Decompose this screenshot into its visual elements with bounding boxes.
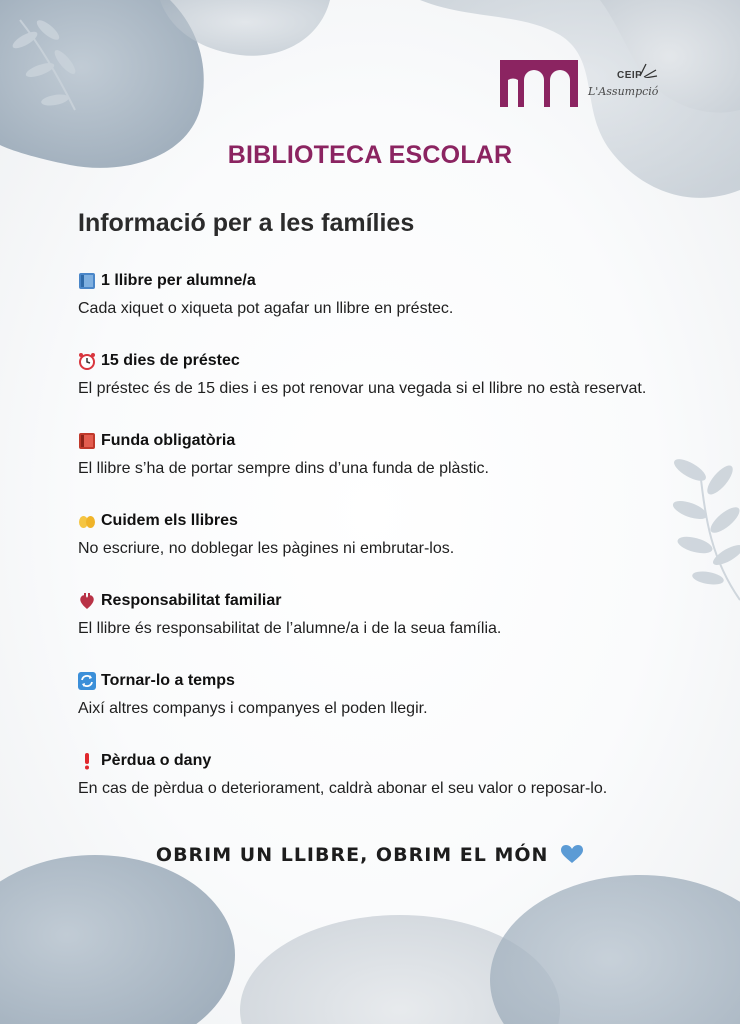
school-logo-icon <box>500 60 578 107</box>
decor-circle <box>490 875 740 1024</box>
item-title: Pèrdua o dany <box>101 752 212 769</box>
logo-rays-icon <box>638 62 658 78</box>
item-text: El llibre s’ha de portar sempre dins d’una funda de plàstic. <box>78 460 489 477</box>
footer-motto <box>0 844 740 866</box>
item-text: El préstec és de 15 dies i es pot renovar una vegada si el llibre no està reservat. <box>78 380 647 397</box>
motto-text: OBRIM UN LLIBRE, OBRIM EL MÓN <box>155 844 549 866</box>
info-item <box>78 270 728 318</box>
alarm-clock-icon <box>78 352 96 370</box>
exclamation-icon <box>78 752 96 770</box>
item-title: Funda obligatòria <box>101 432 236 449</box>
info-item <box>78 670 728 718</box>
item-text: No escriure, no doblegar les pàgines ni embrutar-los. <box>78 540 455 557</box>
anatomical-heart-icon <box>78 592 96 610</box>
info-item <box>78 350 728 398</box>
page-title: BIBLIOTECA ESCOLAR <box>227 141 513 169</box>
repeat-arrows-icon <box>78 672 96 690</box>
item-title: Responsabilitat familiar <box>101 592 282 609</box>
logo-school-name: L'Assumpció <box>588 85 659 98</box>
item-title: Tornar-lo a temps <box>101 672 235 689</box>
info-item <box>78 590 728 638</box>
item-text: Cada xiquet o xiqueta pot agafar un llibre en préstec. <box>78 300 454 317</box>
open-hands-icon <box>78 512 96 530</box>
decor-circle <box>0 855 235 1024</box>
blue-book-icon <box>78 272 96 290</box>
item-title: 15 dies de préstec <box>101 352 240 369</box>
info-item <box>78 430 728 478</box>
info-item <box>78 750 728 798</box>
item-title: Cuidem els llibres <box>101 512 238 529</box>
red-book-icon <box>78 432 96 450</box>
blue-heart-icon <box>560 844 584 864</box>
item-text: Així altres companys i companyes el poden llegir. <box>78 700 428 717</box>
item-title: 1 llibre per alumne/a <box>101 272 256 289</box>
item-text: En cas de pèrdua o deteriorament, caldrà abonar el seu valor o reposar-lo. <box>78 780 608 797</box>
logo-ceip-text: CEIP <box>617 70 643 81</box>
page-subtitle: Informació per a les famílies <box>78 209 415 237</box>
item-text: El llibre és responsabilitat de l’alumne/a i de la seua família. <box>78 620 502 637</box>
info-item <box>78 510 728 558</box>
